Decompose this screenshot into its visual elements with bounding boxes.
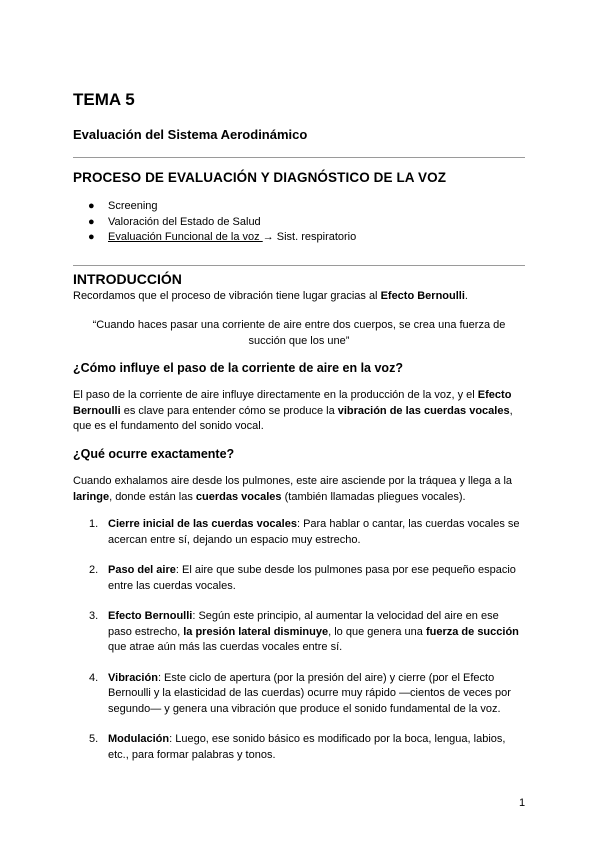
list-item [73,517,525,548]
bullet-icon: ● [88,215,95,228]
bold-text: Modulación [108,733,170,745]
text-run: Cuando exhalamos aire desde los pulmones, este aire asciende por la tráquea y llega a la [73,475,513,487]
quote-line: “Cuando haces pasar una corriente de aire entre dos cuerpos, se crea una fuerza de [92,319,506,331]
question-answer-paragraph [73,474,525,505]
list-number: 4. [89,671,99,684]
list-item [73,563,525,594]
bold-text: vibración de las cuerdas vocales [337,404,510,417]
text-run: : El aire que sube desde los pulmones pasa por ese pequeño espacio entre las cuerdas vocales. [108,564,516,592]
quote-line: succión que los une” [248,334,350,347]
text-run: , que es el fundamento del sonido vocal. [73,404,513,432]
list-item [73,671,525,718]
bold-text: Vibración [108,671,158,684]
intro-heading: INTRODUCCIÓN [73,271,182,287]
text-run: . [464,290,468,302]
list-item [73,199,356,215]
bold-text: Efecto Bernoulli [380,290,465,302]
list-number: 2. [89,564,99,576]
divider-line [73,157,525,158]
question-heading: ¿Cómo influye el paso de la corriente de aire en la voz? [73,361,403,375]
bullet-icon: ● [88,231,95,243]
list-number: 1. [89,518,99,530]
list-item [73,609,525,656]
process-heading: PROCESO DE EVALUACIÓN Y DIAGNÓSTICO DE LA VOZ [73,170,447,185]
bernoulli-quote [73,318,525,349]
bold-text: fuerza de succión [425,625,519,638]
text-run: (también llamadas pliegues vocales). [281,490,466,503]
text-run: : Este ciclo de apertura (por la presión del aire) y cierre (por el Efecto Bernoulli y la elasticidad de las cuerdas) ocurre muy rápido —cientos de veces por segundo— y genera una vibración que produce el sonido fundamental de la voz. [108,671,511,715]
bold-text: la presión lateral disminuye [183,625,329,638]
text-run: es clave para entender cómo se produce la [120,404,338,417]
bold-text: Paso del aire [108,564,176,576]
bold-text: Efecto Bernoulli [73,389,512,417]
text-run: , lo que genera una [328,625,426,638]
process-list [73,199,356,246]
text-run: : Para hablar o cantar, las cuerdas vocales se acercan entre sí, dejando un espacio muy estrecho. [108,518,520,546]
text-run: : Luego, ese sonido básico es modificado por la boca, lengua, labios, etc., para formar palabras y tonos. [108,733,506,761]
bold-text: Cierre inicial de las cuerdas vocales [108,518,297,530]
list-item [73,215,356,231]
list-number: 5. [89,733,99,745]
functional-evaluation-link[interactable]: Evaluación Funcional de la voz [108,231,263,243]
list-item-text: Screening [108,200,158,212]
text-run: Recordamos que el proceso de vibración tiene lugar gracias al [73,290,381,302]
page-title: TEMA 5 [73,90,135,109]
bold-text: laringe [73,490,110,503]
steps-list [73,517,525,778]
bold-text: Efecto Bernoulli [108,610,193,622]
list-number: 3. [89,610,99,622]
list-item-text: → Sist. respiratorio [262,231,357,243]
text-run: : Según este principio, al aumentar la velocidad del aire en ese paso estrecho, [108,610,499,638]
list-item-text: Valoración del Estado de Salud [108,215,261,228]
bullet-icon: ● [88,200,95,212]
page-number: 1 [519,797,526,809]
list-item [73,732,525,763]
intro-paragraph [73,289,468,305]
text-run: , donde están las [109,490,196,503]
text-run: El paso de la corriente de aire influye directamente en la producción de la voz, y el [73,389,478,401]
list-item [73,230,356,246]
text-run: que atrae aún más las cuerdas vocales entre sí. [108,641,343,653]
question-heading: ¿Qué ocurre exactamente? [73,447,235,461]
bold-text: cuerdas vocales [195,490,282,503]
page-subtitle: Evaluación del Sistema Aerodinámico [73,127,308,142]
divider-line [73,265,525,266]
question-answer-paragraph [73,388,525,435]
document-page [73,0,525,848]
